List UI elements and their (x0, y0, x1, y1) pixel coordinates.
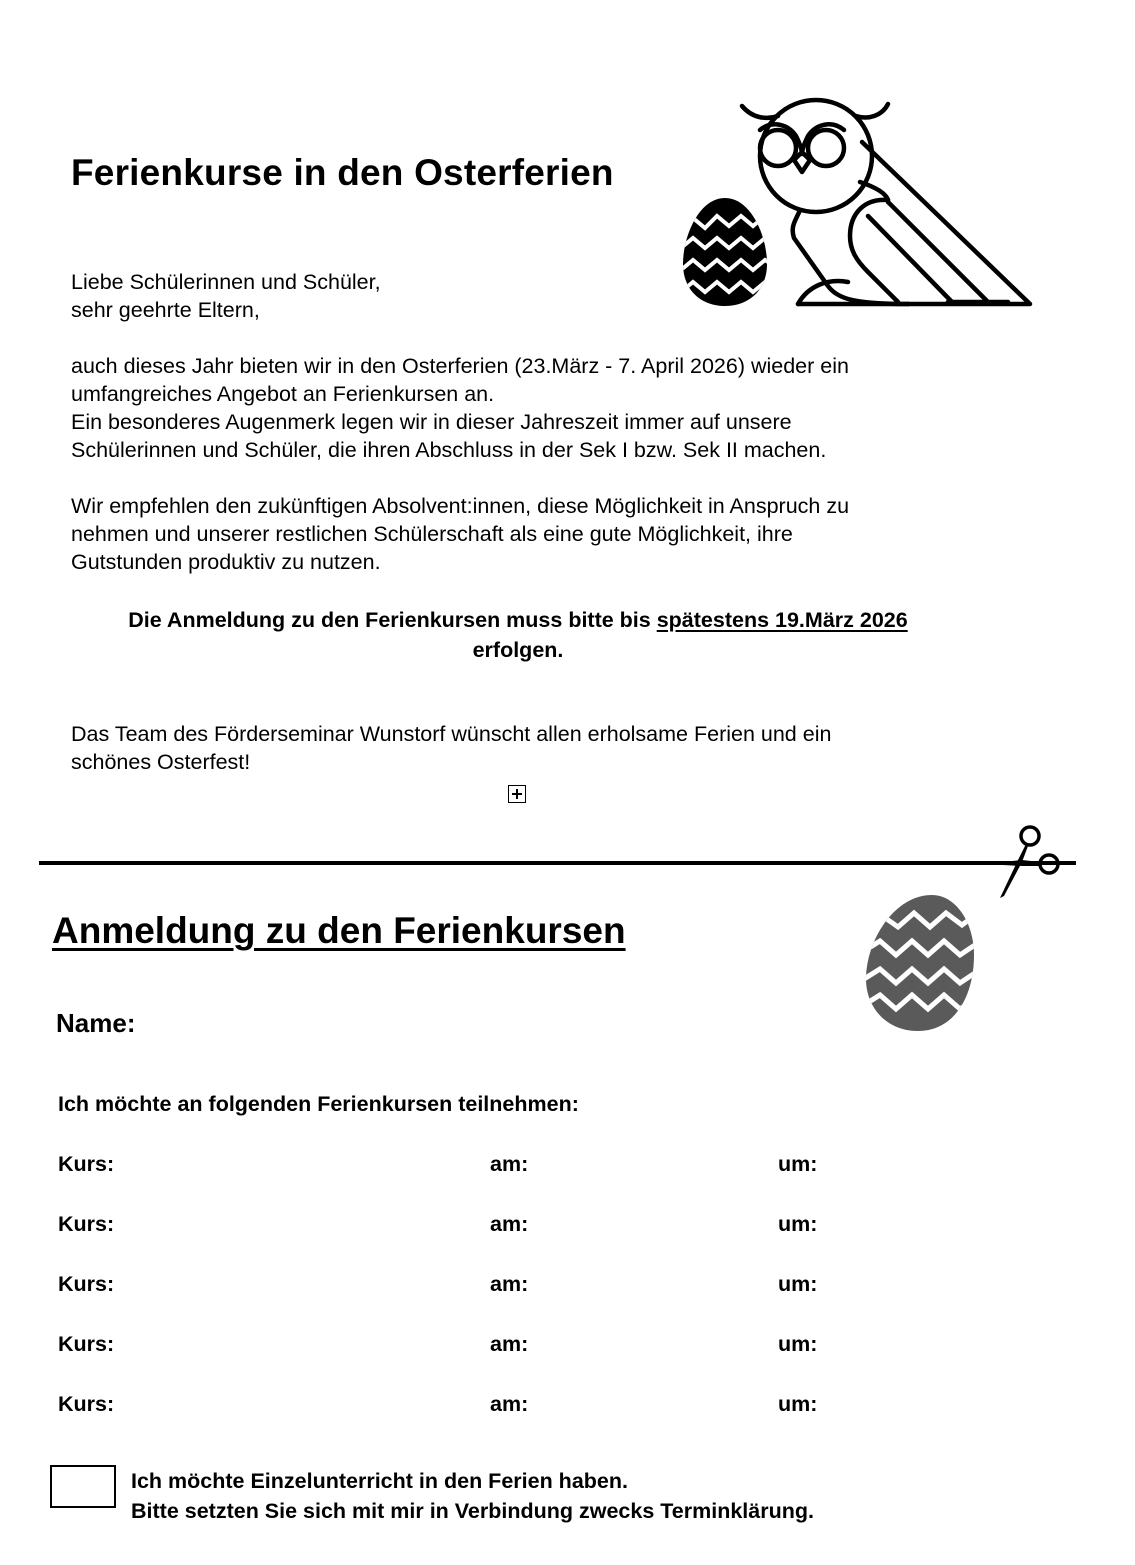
course-label: Kurs: (58, 1272, 115, 1296)
paragraph-line: auch dieses Jahr bieten wir in den Osterferien (23.März - 7. April 2026) wieder ein (71, 354, 849, 378)
greeting-line: Liebe Schülerinnen und Schüler, (71, 270, 381, 294)
date-label: am: (490, 1212, 529, 1236)
time-label: um: (778, 1332, 818, 1356)
course-row (58, 1392, 958, 1420)
time-label: um: (778, 1212, 818, 1236)
course-list-intro: Ich möchte an folgenden Ferienkursen teilnehmen: (58, 1092, 579, 1116)
course-row (58, 1272, 958, 1300)
deadline-date: spätestens 19.März 2026 (656, 608, 908, 632)
course-row (58, 1152, 958, 1180)
deadline-suffix: erfolgen. (472, 638, 564, 662)
course-row (58, 1212, 958, 1240)
private-lessons-line: Ich möchte Einzelunterricht in den Ferien haben. (131, 1469, 628, 1493)
course-label: Kurs: (58, 1212, 115, 1236)
date-label: am: (490, 1152, 529, 1176)
course-label: Kurs: (58, 1332, 115, 1356)
recommendation-paragraph (71, 492, 849, 576)
closing-paragraph (71, 720, 831, 776)
paragraph-line: Schülerinnen und Schüler, die ihren Abschluss in der Sek I bzw. Sek II machen. (71, 438, 827, 462)
date-label: am: (490, 1392, 529, 1416)
paragraph-line: Gutstunden produktiv zu nutzen. (71, 550, 381, 574)
paragraph-line: Wir empfehlen den zukünftigen Absolvent:innen, diese Möglichkeit in Anspruch zu (71, 494, 850, 518)
course-label: Kurs: (58, 1152, 115, 1176)
deadline-notice (60, 605, 976, 665)
plus-square-icon[interactable] (508, 785, 526, 803)
date-label: am: (490, 1272, 529, 1296)
private-lessons-line: Bitte setzten Sie sich mit mir in Verbindung zwecks Terminklärung. (131, 1499, 814, 1523)
owl-icon (738, 90, 1038, 310)
name-field-label: Name: (56, 1008, 136, 1038)
course-row (58, 1332, 958, 1360)
paragraph-line: nehmen und unserer restlichen Schülerschaft als eine gute Möglichkeit, ihre (71, 522, 793, 546)
time-label: um: (778, 1392, 818, 1416)
page-title: Ferienkurse in den Osterferien (71, 152, 614, 193)
paragraph-line: schönes Osterfest! (71, 750, 251, 774)
cut-line-divider (39, 861, 1076, 865)
greeting-line: sehr geehrte Eltern, (71, 298, 260, 322)
form-title: Anmeldung zu den Ferienkursen (52, 910, 626, 951)
time-label: um: (778, 1152, 818, 1176)
time-label: um: (778, 1272, 818, 1296)
private-lessons-text (131, 1466, 814, 1526)
date-label: am: (490, 1332, 529, 1356)
paragraph-line: Das Team des Förderseminar Wunstorf wünscht allen erholsame Ferien und ein (71, 722, 832, 746)
easter-egg-icon (864, 893, 976, 1033)
private-lessons-checkbox[interactable] (50, 1465, 116, 1508)
greeting (71, 268, 381, 324)
paragraph-line: umfangreiches Angebot an Ferienkursen an. (71, 382, 495, 406)
deadline-prefix: Die Anmeldung zu den Ferienkursen muss bitte bis (128, 608, 657, 632)
paragraph-line: Ein besonderes Augenmerk legen wir in dieser Jahreszeit immer auf unsere (71, 410, 792, 434)
scissors-icon (982, 824, 1064, 902)
intro-paragraph (71, 352, 849, 464)
course-label: Kurs: (58, 1392, 115, 1416)
